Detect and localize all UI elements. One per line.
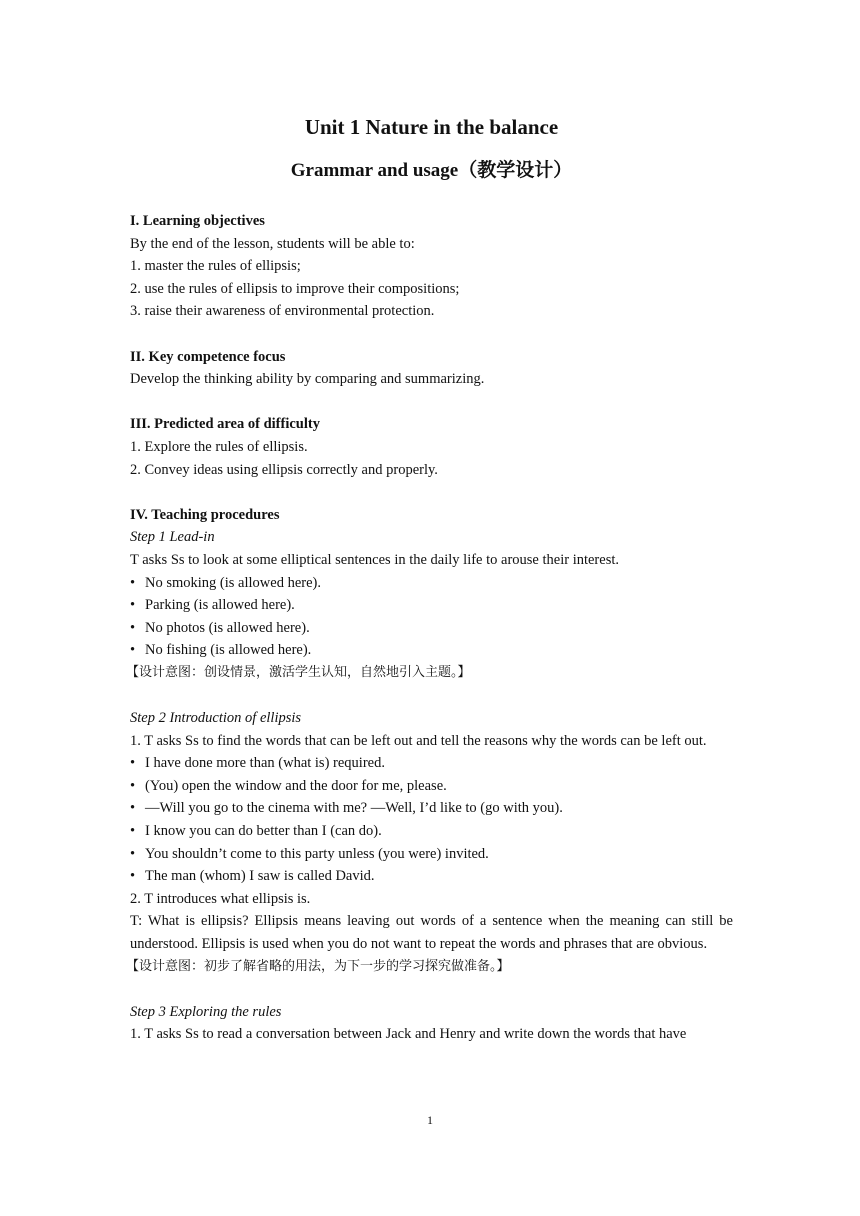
step-1-title: Step 1 Lead-in [130,529,215,546]
step-1-text: T asks Ss to look at some elliptical sentences in the daily life to arouse their interest. [130,551,619,568]
spacer [130,978,733,1001]
competence-text: Develop the thinking ability by comparing and summarizing. [130,371,485,388]
document-page [126,112,733,1046]
step-1-bullet: • No photos (is allowed here). [130,617,733,640]
difficulty-item: 1. Explore the rules of ellipsis. [130,438,308,455]
step-3-title: Step 3 Exploring the rules [130,1003,282,1020]
step-1-bullet: • Parking (is allowed here). [130,594,733,617]
step-1-bullet: • No fishing (is allowed here). [130,639,733,662]
document-body [126,210,733,1046]
objective-item: 1. master the rules of ellipsis; [130,258,301,275]
spacer [130,481,733,504]
step-2-explanation: T: What is ellipsis? Ellipsis means leaving out words of a sentence when the meaning can still be understood. Ellipsis is used when you do not want to repeat the words and phrases that are obvious. [130,913,733,952]
step-1-design-note: 【设计意图：创设情景，激活学生认知，自然地引入主题。】 [126,664,471,680]
page-number: 1 [427,1113,433,1127]
document-title: Unit 1 Nature in the balance [304,115,559,139]
section-heading-objectives: I. Learning objectives [130,213,265,229]
objectives-intro: By the end of the lesson, students will be able to: [130,235,415,252]
step-2-bullet: • I have done more than (what is) required. [130,752,733,775]
difficulty-item: 2. Convey ideas using ellipsis correctly and properly. [130,461,438,478]
step-2-bullet: • (You) open the window and the door for me, please. [130,775,733,798]
step-2-bullet: • I know you can do better than I (can do). [130,820,733,843]
section-heading-competence: II. Key competence focus [130,348,286,365]
spacer [130,391,733,414]
step-2-design-note: 【设计意图：初步了解省略的用法，为下一步的学习探究做准备。】 [126,958,510,974]
objective-item: 2. use the rules of ellipsis to improve their compositions; [130,280,460,297]
step-2-bullet: • You shouldn’t come to this party unless (you were) invited. [130,843,733,866]
step-2-task-2: 2. T introduces what ellipsis is. [130,890,311,907]
step-2-task-1: 1. T asks Ss to find the words that can be left out and tell the reasons why the words can be left out. [130,732,707,749]
spacer [130,323,733,346]
step-2-bullet: • The man (whom) I saw is called David. [130,865,733,888]
spacer [130,684,733,707]
objective-item: 3. raise their awareness of environmental protection. [130,303,435,320]
step-2-bullet: • —Will you go to the cinema with me? —Well, I’d like to (go with you). [130,797,733,820]
section-heading-difficulty: III. Predicted area of difficulty [130,416,320,433]
step-1-bullet: • No smoking (is allowed here). [130,572,733,595]
document-subtitle: Grammar and usage（教学设计） [290,160,573,181]
section-heading-procedures: IV. Teaching procedures [130,506,280,523]
step-2-title: Step 2 Introduction of ellipsis [130,710,302,727]
step-3-task-1: 1. T asks Ss to read a conversation between Jack and Henry and write down the words that have [130,1026,687,1043]
